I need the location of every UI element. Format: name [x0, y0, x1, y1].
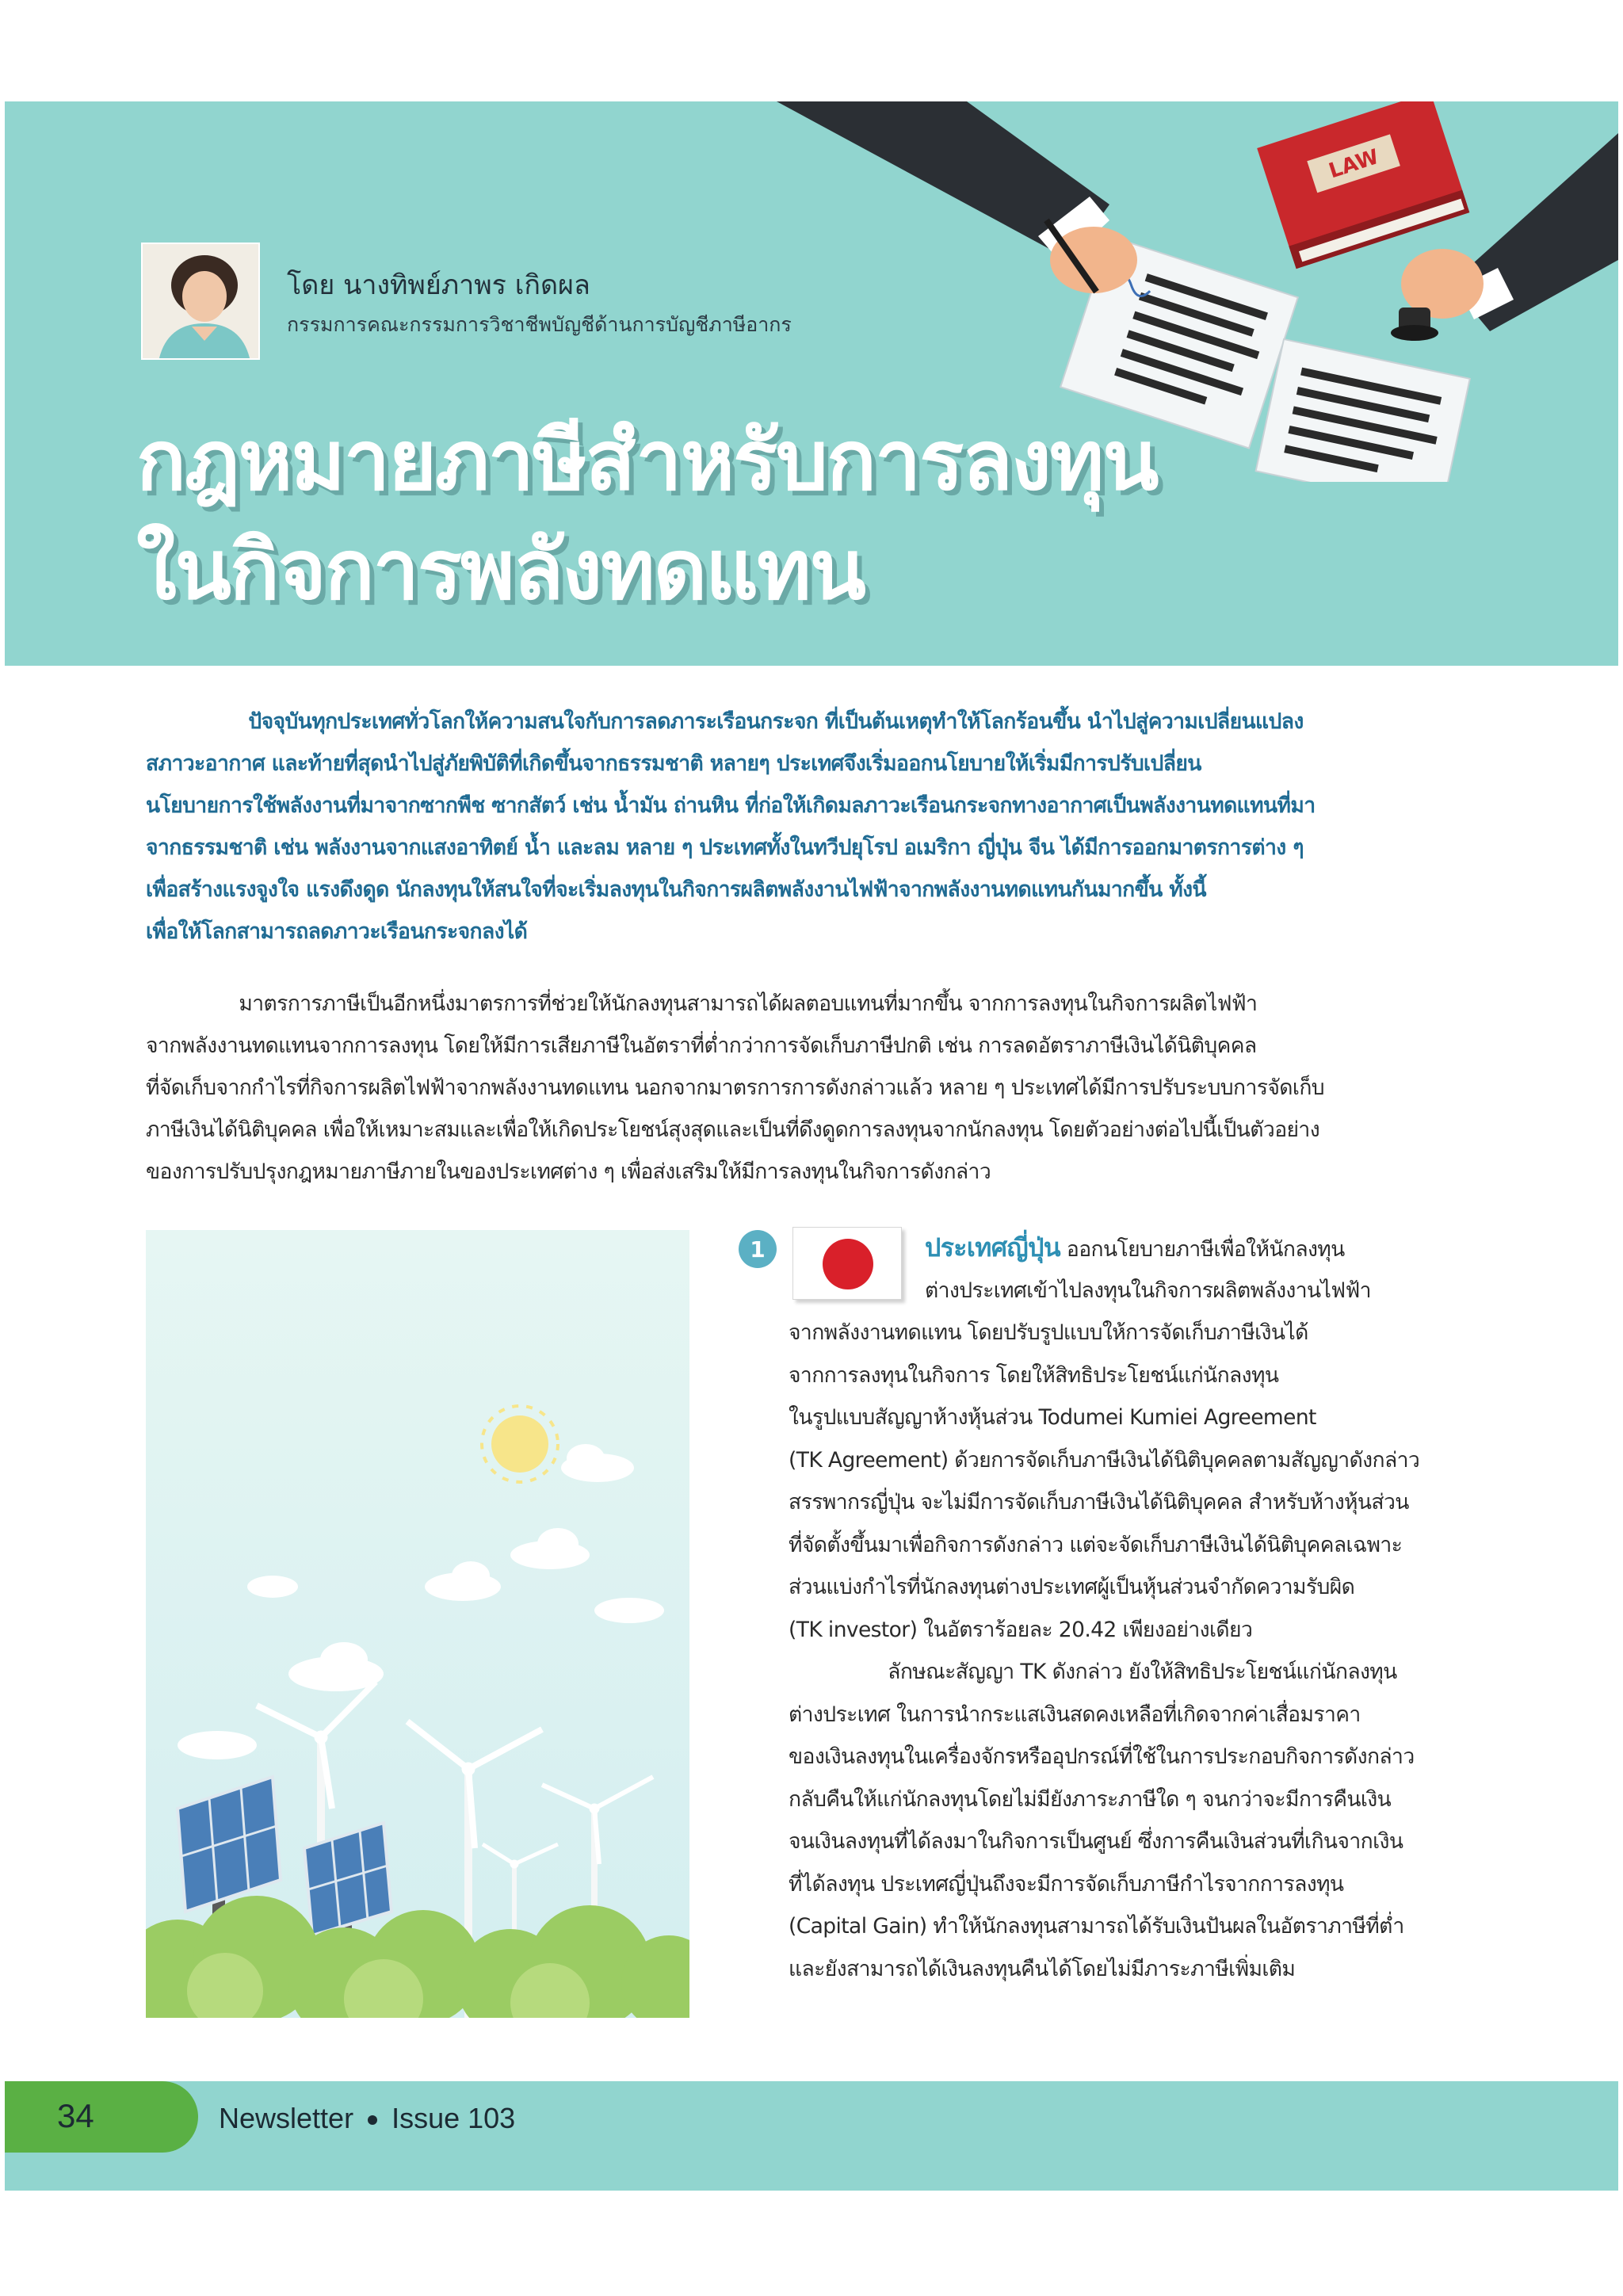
japan-line: ในรูปแบบสัญญาห้างหุ้นส่วน Todumei Kumiei Agreement: [789, 1405, 1316, 1430]
japan-line: จากการลงทุนในกิจการ โดยให้สิทธิประโยชน์แก่นักลงทุน: [789, 1362, 1279, 1388]
author-role: กรรมการคณะกรรมการวิชาชีพบัญชีด้านการบัญชีภาษีอากร: [287, 313, 792, 336]
japan-line: (TK investor) ในอัตราร้อยละ 20.42 เพียงอย่างเดียว: [789, 1617, 1253, 1642]
law-book-icon: [1257, 101, 1469, 269]
footer-band: [5, 2081, 1618, 2191]
page-title: [136, 406, 1325, 625]
section-number-badge: 1: [739, 1230, 777, 1268]
bullet-dot-icon: [368, 2115, 377, 2125]
author-name: โดย นางทิพย์ภาพร เกิดผล: [287, 269, 590, 301]
lead-line: เพื่อให้โลกสามารถลดภาวะเรือนกระจกลงได้: [146, 919, 528, 944]
body-line: ของการปรับปรุงกฎหมายภาษีภายในของประเทศต่าง ๆ เพื่อส่งเสริมให้มีการลงทุนในกิจการดังกล่าว: [146, 1159, 991, 1184]
body-line: จากพลังงานทดแทนจากการลงทุน โดยให้มีการเสียภาษีในอัตราที่ต่ำกว่าการจัดเก็บภาษีปกติ เช่น การลดอัตราภาษีเงินได้นิติบุคคล: [146, 1033, 1257, 1058]
japan-line: ที่ได้ลงทุน ประเทศญี่ปุ่นถึงจะมีการจัดเก็บภาษีกำไรจากการลงทุน: [789, 1871, 1344, 1897]
japan-line: สรรพากรญี่ปุ่น จะไม่มีการจัดเก็บภาษีเงินได้นิติบุคคล สำหรับห้างหุ้นส่วน: [789, 1490, 1409, 1515]
japan-line: (TK Agreement) ด้วยการจัดเก็บภาษีเงินได้นิติบุคคลตามสัญญาดังกล่าว: [789, 1447, 1420, 1473]
japan-line: จากพลังงานทดแทน โดยปรับรูปแบบให้การจัดเก็บภาษีเงินได้: [789, 1320, 1308, 1345]
page-number-tab: [5, 2081, 198, 2153]
lead-paragraph: [146, 701, 1477, 953]
japan-line: ของเงินลงทุนในเครื่องจักรหรืออุปกรณ์ที่ใช้ในการประกอบกิจการดังกล่าว: [789, 1744, 1415, 1769]
footer-publication: [219, 2102, 515, 2135]
lead-line: สภาวะอากาศ และท้ายที่สุดนำไปสู่ภัยพิบัติที่เกิดขึ้นจากธรรมชาติ หลายๆ ประเทศจึงเริ่มออกนโยบายให้เริ่มมีการปรับเปลี่ยน: [146, 751, 1201, 776]
japan-section: [789, 1227, 1478, 1990]
japan-line: ที่จัดตั้งขึ้นมาเพื่อกิจการดังกล่าว แต่จะจัดเก็บภาษีเงินได้นิติบุคคลเฉพาะ: [789, 1532, 1403, 1557]
japan-title: ประเทศญี่ปุ่น: [925, 1232, 1061, 1263]
publication-name: Newsletter: [219, 2102, 354, 2134]
lead-line: เพื่อสร้างแรงจูงใจ แรงดึงดูด นักลงทุนให้สนใจที่จะเริ่มลงทุนในกิจการผลิตพลังงานไฟฟ้าจากพลังงานทดแทนกันมากขึ้น ทั้งนี้: [146, 877, 1206, 902]
japan-line: และยังสามารถได้เงินลงทุนคืนได้โดยไม่มีภาระภาษีเพิ่มเติม: [789, 1956, 1296, 1981]
body-paragraph: [146, 983, 1477, 1193]
japan-line: ต่างประเทศเข้าไปลงทุนในกิจการผลิตพลังงานไฟฟ้า: [925, 1278, 1371, 1303]
lead-line: ปัจจุบันทุกประเทศทั่วโลกให้ความสนใจกับการลดภาระเรือนกระจก ที่เป็นต้นเหตุทำให้โลกร้อนขึ้น นำไปสู่ความเปลี่ยนแปลง: [146, 709, 1304, 734]
issue-label: Issue 103: [391, 2102, 516, 2134]
law-book-label: LAW: [1326, 145, 1382, 184]
japan-line: (Capital Gain) ทำให้นักลงทุนสามารถได้รับเงินปันผลในอัตราภาษีที่ต่ำ: [789, 1914, 1404, 1939]
japan-line: ส่วนแบ่งกำไรที่นักลงทุนต่างประเทศผู้เป็นหุ้นส่วนจำกัดความรับผิด: [789, 1575, 1355, 1599]
lead-line: จากธรรมชาติ เช่น พลังงานจากแสงอาทิตย์ น้ำ และลม หลาย ๆ ประเทศทั้งในทวีปยุโรป อเมริกา ญี่ปุ่น จีน ได้มีการออกมาตรการต่าง ๆ: [146, 835, 1304, 860]
title-line-2: ในกิจการพลังทดแทน: [136, 521, 865, 618]
body-line: มาตรการภาษีเป็นอีกหนึ่งมาตรการที่ช่วยให้นักลงทุนสามารถได้ผลตอบแทนที่มากขึ้น จากการลงทุนในกิจการผลิตไฟฟ้า: [146, 991, 1258, 1016]
japan-line: ลักษณะสัญญา TK ดังกล่าว ยังให้สิทธิประโยชน์แก่นักลงทุน: [789, 1660, 1397, 1684]
page-number: 34: [57, 2097, 94, 2134]
hand-with-stamp-icon: [1391, 249, 1484, 341]
lead-line: นโยบายการใช้พลังงานที่มาจากซากพืช ซากสัตว์ เช่น น้ำมัน ถ่านหิน ที่ก่อให้เกิดมลภาวะเรือนกระจกทางอากาศเป็นพลังงานทดแทนที่มา: [146, 793, 1316, 818]
body-line: ภาษีเงินได้นิติบุคคล เพื่อให้เหมาะสมและเพื่อให้เกิดประโยชน์สุงสุดและเป็นที่ดึงดูดการลงทุนจากนักลงทุน โดยตัวอย่างต่อไปนี้เป็นตัวอย่าง: [146, 1117, 1320, 1142]
japan-first-line: ประเทศญี่ปุ่น ออกนโยบายภาษีเพื่อให้นักลงทุน: [925, 1232, 1345, 1263]
title-line-1: กฎหมายภาษีสำหรับการลงทุน: [136, 412, 1158, 509]
japan-line: กลับคืนให้แก่นักลงทุนโดยไม่มียังภาระภาษีใด ๆ จนกว่าจะมีการคืนเงิน: [789, 1786, 1392, 1812]
author-photo: [141, 243, 260, 360]
japan-line: ต่างประเทศ ในการนำกระแสเงินสดคงเหลือที่เกิดจากค่าเสื่อมราคา: [789, 1702, 1361, 1727]
japan-line: จนเงินลงทุนที่ได้ลงมาในกิจการเป็นศูนย์ ซึ่งการคืนเงินส่วนที่เกินจากเงิน: [789, 1829, 1403, 1854]
body-line: ที่จัดเก็บจากกำไรที่กิจการผลิตไฟฟ้าจากพลังงานทดแทน นอกจากมาตรการการดังกล่าวแล้ว หลาย ๆ ประเทศได้มีการปรับระบบการจัดเก็บ: [146, 1075, 1325, 1100]
renewable-energy-illustration: [146, 1230, 689, 2018]
